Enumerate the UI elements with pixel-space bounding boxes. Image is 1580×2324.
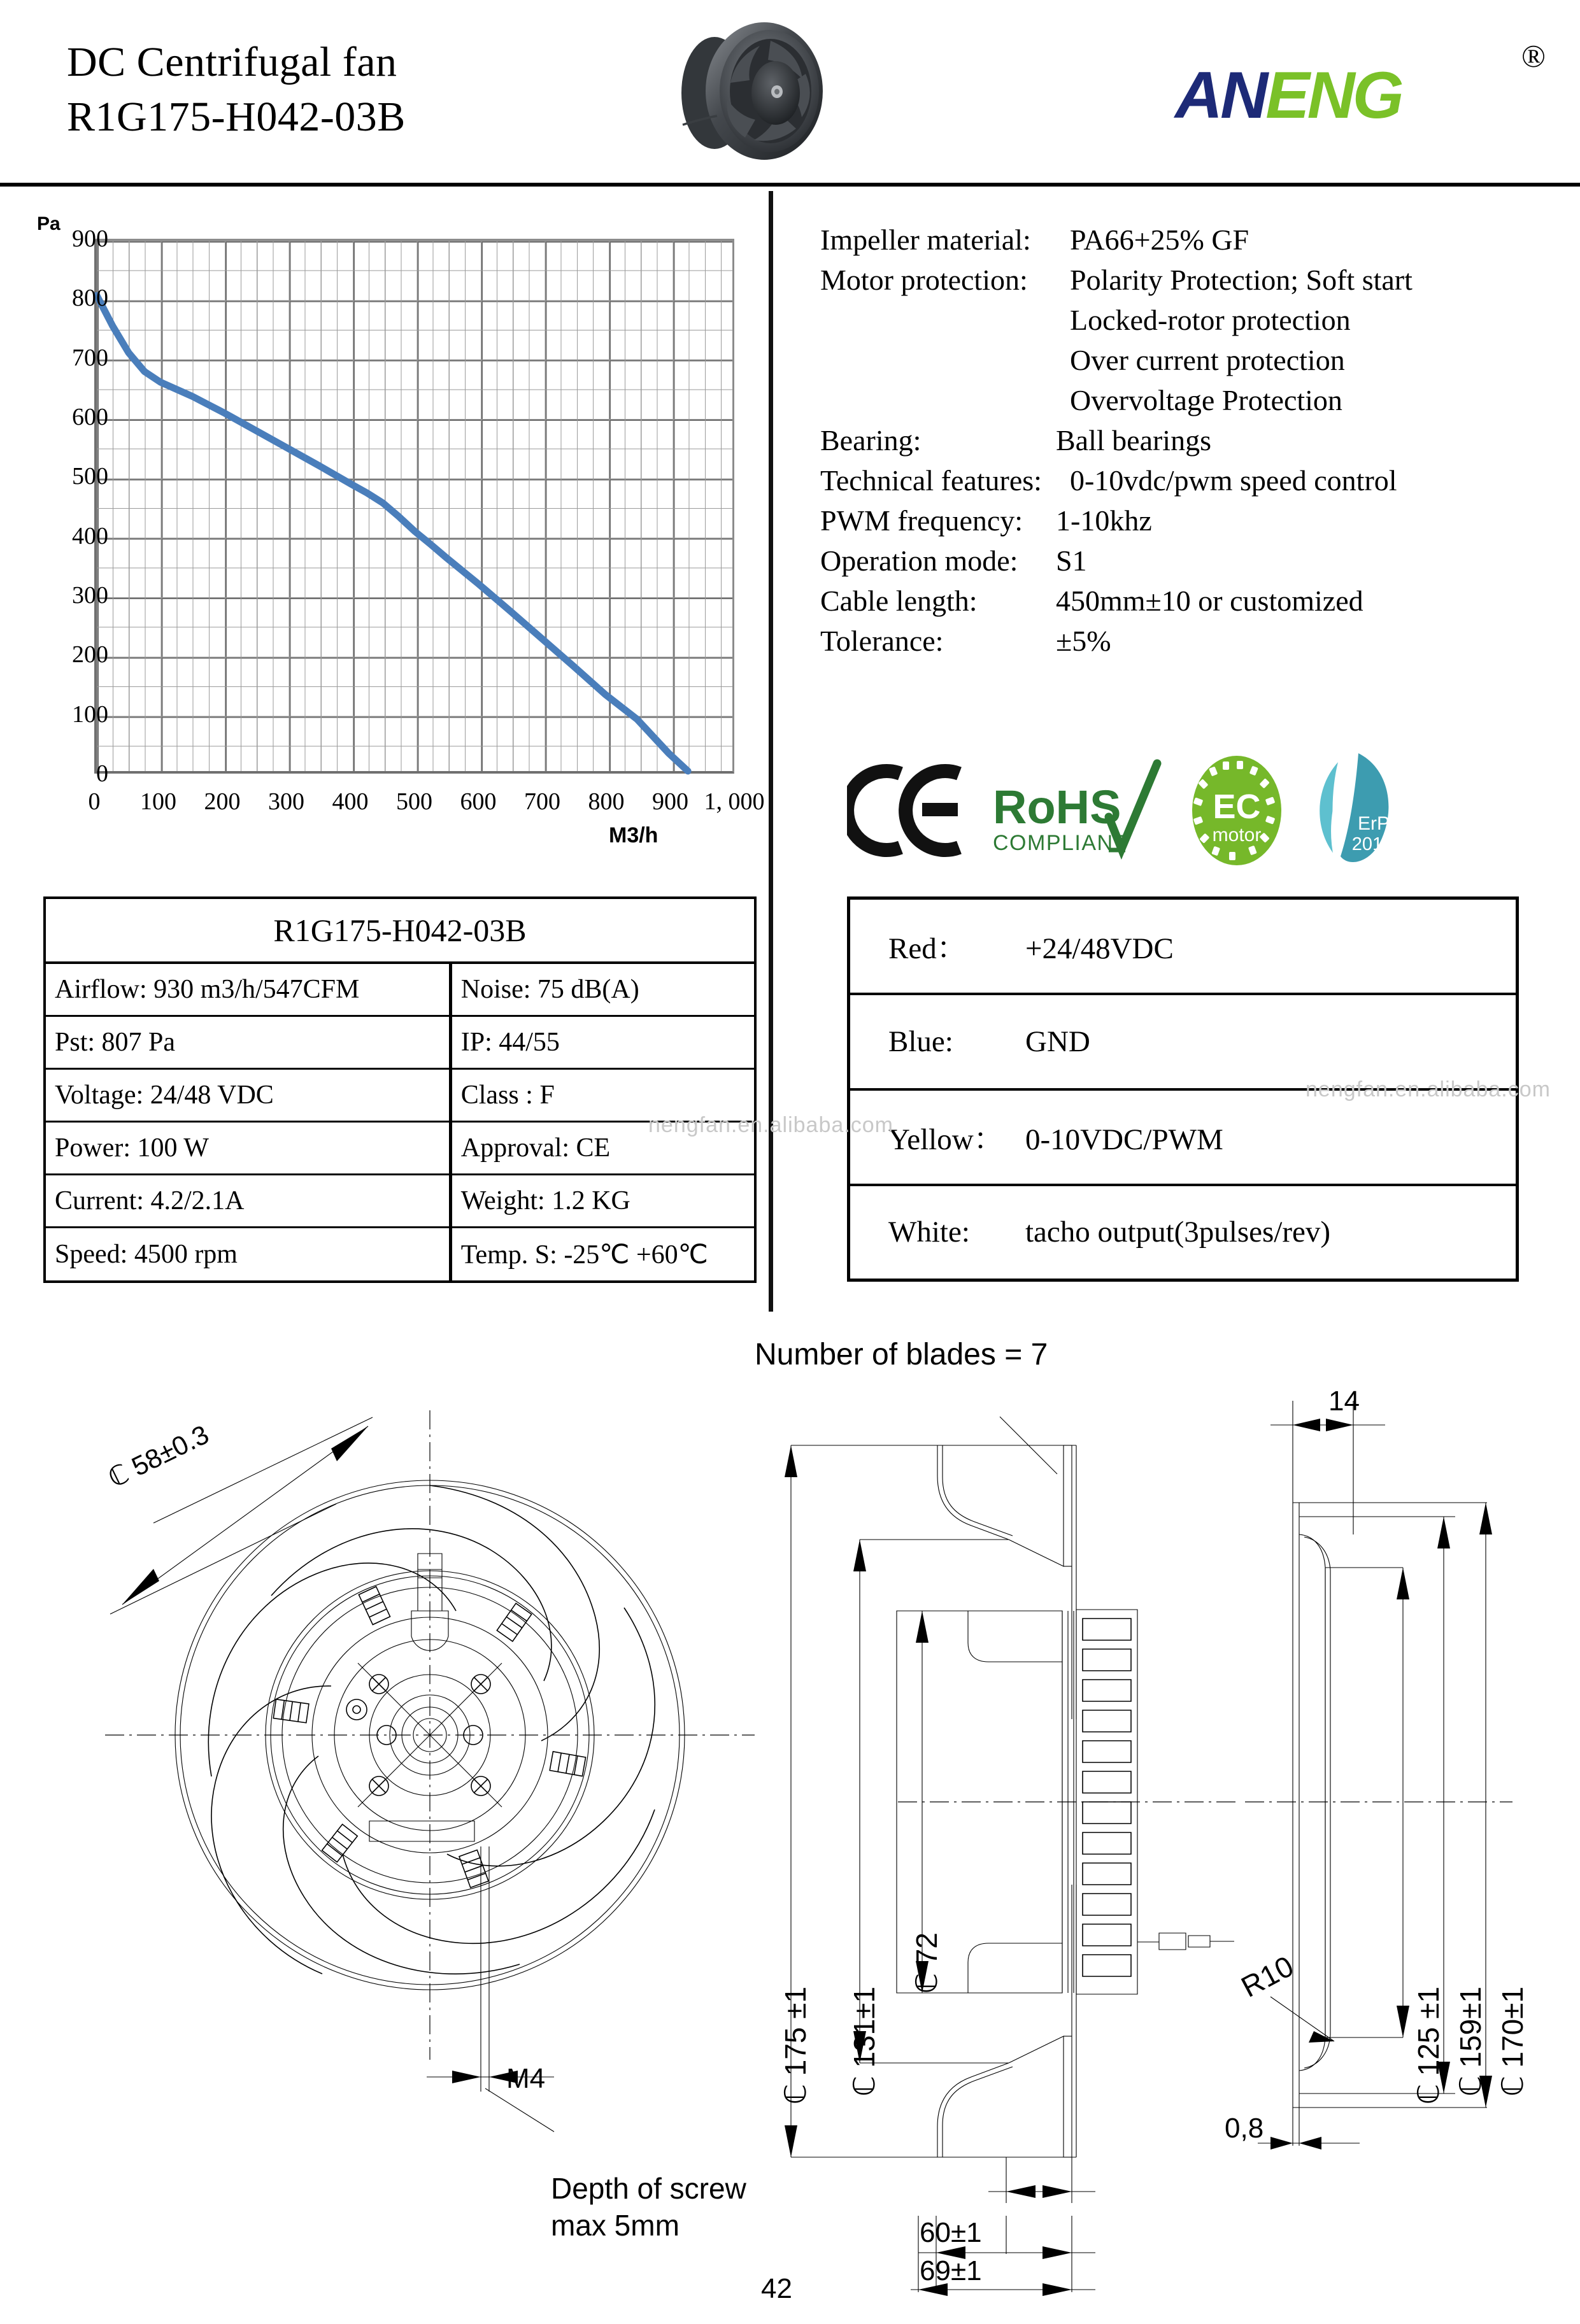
note-screw-depth-line1: Depth of screw: [551, 2172, 746, 2205]
performance-chart: [25, 213, 765, 850]
cell-key: Speed:: [55, 1240, 128, 1269]
brand-logo: [1175, 38, 1544, 137]
wire-color-label: Red：: [888, 932, 967, 966]
table-row: [45, 1016, 755, 1069]
wire-color-label: White:: [888, 1215, 970, 1249]
cell-key: Approval:: [460, 1133, 570, 1163]
spec-cell-left: [45, 1122, 450, 1175]
wire-function-label: GND: [1025, 1024, 1090, 1058]
wire-color-label: Yellow：: [888, 1123, 1004, 1156]
spec-value: 0-10vdc/pwm speed control: [1070, 464, 1397, 497]
spec-key: Motor protection:: [820, 264, 1028, 296]
wire-cell: [849, 1089, 1518, 1185]
product-type-title: DC Centrifugal fan: [67, 39, 397, 85]
dim-radius-r10: R10: [1235, 1949, 1299, 2004]
svg-text:ErP: ErP: [1357, 813, 1390, 834]
wire-cell: [849, 994, 1518, 1089]
watermark: nengfan.en.alibaba.com: [648, 1113, 893, 1137]
cell-key: Temp. S:: [460, 1240, 557, 1270]
spec-row: [820, 541, 1559, 581]
cell-value: CE: [576, 1133, 611, 1163]
vertical-divider: [769, 191, 773, 1312]
spec-value-continuation: Over current protection: [1070, 344, 1345, 376]
chart-x-tick: 100: [140, 788, 176, 815]
spec-row: [820, 260, 1559, 300]
registered-trademark-icon: ®: [1521, 38, 1543, 74]
spec-value: S1: [1056, 544, 1087, 577]
spec-key: Operation mode:: [820, 544, 1018, 577]
note-screw-depth-line2: max 5mm: [551, 2209, 680, 2242]
section-bottom-dimensions: [751, 2216, 1235, 2324]
wire-function-label: +24/48VDC: [1025, 932, 1174, 966]
table-row: [45, 898, 755, 963]
centrifugal-fan-image: [669, 11, 853, 171]
logo-eng: ENG: [1265, 59, 1402, 132]
cell-value: 4.2/2.1A: [150, 1186, 245, 1215]
spec-row: [820, 460, 1559, 500]
spec-cell-right: [450, 1228, 755, 1282]
spec-key: Bearing:: [820, 424, 922, 457]
cell-value: 100 W: [137, 1133, 209, 1163]
cell-value: 1.2 KG: [552, 1186, 630, 1215]
spec-value: Polarity Protection; Soft start: [1070, 264, 1413, 296]
chart-y-tick: 900: [72, 225, 108, 252]
specifications-list: [820, 220, 1559, 661]
cell-key: Pst:: [55, 1028, 96, 1057]
cell-key: Weight:: [460, 1186, 545, 1215]
model-name-cell: R1G175-H042-03B: [45, 898, 755, 963]
chart-y-tick: 500: [72, 463, 108, 490]
chart-x-tick: 800: [588, 788, 625, 815]
chart-y-tick: 0: [96, 760, 108, 787]
note-number-of-blades: Number of blades = 7: [755, 1338, 1048, 1371]
page-header: [0, 0, 1580, 185]
spec-value: 450mm±10 or customized: [1056, 585, 1363, 617]
fan-section-view: [751, 1382, 1235, 2216]
spec-row: [820, 581, 1559, 621]
cell-value: 24/48 VDC: [150, 1081, 274, 1110]
chart-x-axis-label: M3/h: [609, 823, 658, 847]
chart-y-tick: 100: [72, 700, 108, 728]
chart-y-tick: 800: [72, 285, 108, 312]
svg-text:COMPLIANT: COMPLIANT: [993, 831, 1128, 855]
cell-value: 807 Pa: [101, 1028, 176, 1057]
chart-x-tick: 600: [460, 788, 497, 815]
spec-key: Cable length:: [820, 585, 978, 617]
product-model-title: R1G175-H042-03B: [67, 94, 406, 140]
spec-key: Technical features:: [820, 464, 1042, 497]
spec-value: PA66+25% GF: [1070, 223, 1249, 256]
chart-y-tick: 700: [72, 344, 108, 371]
cell-value: 930 m3/h/547CFM: [153, 975, 360, 1004]
erp-2015-icon: [1309, 748, 1404, 872]
wire-cell: [849, 1185, 1518, 1280]
brand-logo-text: [1175, 38, 1544, 132]
spec-row: [820, 500, 1559, 541]
dim-diameter-125: ℂ 125 ±1: [1412, 1987, 1445, 2105]
cell-key: Airflow:: [55, 975, 147, 1004]
product-photo: [669, 11, 853, 171]
chart-x-tick: 500: [396, 788, 432, 815]
logo-an: AN: [1175, 59, 1266, 132]
spec-cell-left: [45, 1016, 450, 1069]
chart-y-tick: 600: [72, 404, 108, 430]
wire-function-label: tacho output(3pulses/rev): [1025, 1215, 1331, 1249]
watermark-secondary: nengfan.en.alibaba.com: [1306, 1077, 1551, 1102]
spec-key: Tolerance:: [820, 625, 944, 657]
chart-curve: [97, 241, 732, 771]
dim-wall-thickness: 0,8: [1225, 2113, 1264, 2144]
spec-value: Ball bearings: [1056, 424, 1211, 457]
ce-mark-icon: [847, 748, 965, 872]
svg-text:EC: EC: [1213, 788, 1261, 826]
chart-x-tick: 200: [204, 788, 241, 815]
table-row: [849, 994, 1518, 1089]
chart-x-tick: 400: [332, 788, 369, 815]
dim-diameter-159: ℂ 159±1: [1454, 1987, 1487, 2097]
dim-69: 69±1: [920, 2255, 982, 2286]
cell-value: -25℃ +60℃: [564, 1240, 708, 1270]
table-row: [849, 1185, 1518, 1280]
svg-text:RoHS: RoHS: [993, 781, 1121, 833]
technical-drawings: [0, 1324, 1580, 2304]
chart-y-tick: 400: [72, 522, 108, 549]
spec-value-continuation: Overvoltage Protection: [1070, 384, 1342, 416]
spec-row: [820, 420, 1559, 460]
dim-bore-diameter-72: ℂ 72: [910, 1932, 943, 1994]
spec-cell-left: [45, 1069, 450, 1122]
ec-motor-icon: [1185, 748, 1290, 872]
cell-key: Power:: [55, 1133, 131, 1163]
spec-cell-right: [450, 963, 755, 1016]
chart-x-tick: 700: [524, 788, 560, 815]
cell-key: Voltage:: [55, 1081, 144, 1110]
chart-x-tick: 300: [268, 788, 304, 815]
spec-cell-right: [450, 1175, 755, 1228]
spec-row: [820, 621, 1559, 661]
spec-value: ±5%: [1056, 625, 1111, 657]
rohs-compliant-icon: [990, 748, 1162, 872]
table-row: [849, 898, 1518, 994]
dim-inner-diameter-131: ℂ 131±1: [848, 1987, 881, 2097]
chart-x-tick: 0: [88, 788, 101, 815]
spec-cell-left: [45, 1175, 450, 1228]
svg-text:motor: motor: [1212, 825, 1262, 846]
spec-key: PWM frequency:: [820, 504, 1023, 537]
dim-outer-diameter-175: ℂ 175 ±1: [779, 1987, 812, 2105]
dim-60: 60±1: [920, 2217, 982, 2248]
table-row: [849, 1089, 1518, 1185]
wire-color-label: Blue:: [888, 1024, 953, 1058]
cell-key: Noise:: [460, 975, 531, 1004]
cell-key: Class :: [460, 1081, 533, 1110]
dim-diameter-170: ℂ 170±1: [1496, 1987, 1529, 2097]
chart-y-tick: 300: [72, 582, 108, 609]
cell-value: 4500 rpm: [134, 1240, 238, 1269]
spec-row: [820, 220, 1559, 260]
spec-value-continuation: Locked-rotor protection: [1070, 304, 1351, 336]
wire-cell: [849, 898, 1518, 994]
chart-x-tick: 900: [652, 788, 688, 815]
spec-cell-left: [45, 963, 450, 1016]
table-row: [45, 1228, 755, 1282]
dim-42: 42: [761, 2273, 792, 2304]
spec-value: 1-10khz: [1056, 504, 1152, 537]
cell-value: 44/55: [499, 1028, 560, 1057]
cell-value: 75 dB(A): [537, 975, 639, 1004]
dim-thread-m4: M4: [506, 2063, 546, 2094]
dim-14: 14: [1328, 1385, 1360, 1417]
spec-cell-left: [45, 1228, 450, 1282]
wire-function-label: 0-10VDC/PWM: [1025, 1123, 1223, 1156]
dim-hub-diameter: ℂ 58±0.3: [103, 1419, 214, 1494]
cell-key: Current:: [55, 1186, 144, 1215]
spec-key: Impeller material:: [820, 223, 1031, 256]
specification-table: [43, 896, 757, 1283]
table-row: [45, 1175, 755, 1228]
chart-y-axis-label: Pa: [37, 213, 60, 234]
chart-x-tick: 1, 000: [704, 788, 765, 815]
spec-cell-right: [450, 1016, 755, 1069]
chart-y-tick: 200: [72, 641, 108, 669]
cell-key: IP:: [460, 1028, 492, 1057]
certification-badges: [847, 748, 1393, 872]
chart-plot-area: [94, 239, 734, 774]
title-block: [67, 35, 406, 145]
cell-value: F: [539, 1081, 555, 1110]
header-divider: [0, 183, 1580, 187]
table-row: [45, 963, 755, 1016]
svg-text:2015: 2015: [1351, 834, 1393, 854]
